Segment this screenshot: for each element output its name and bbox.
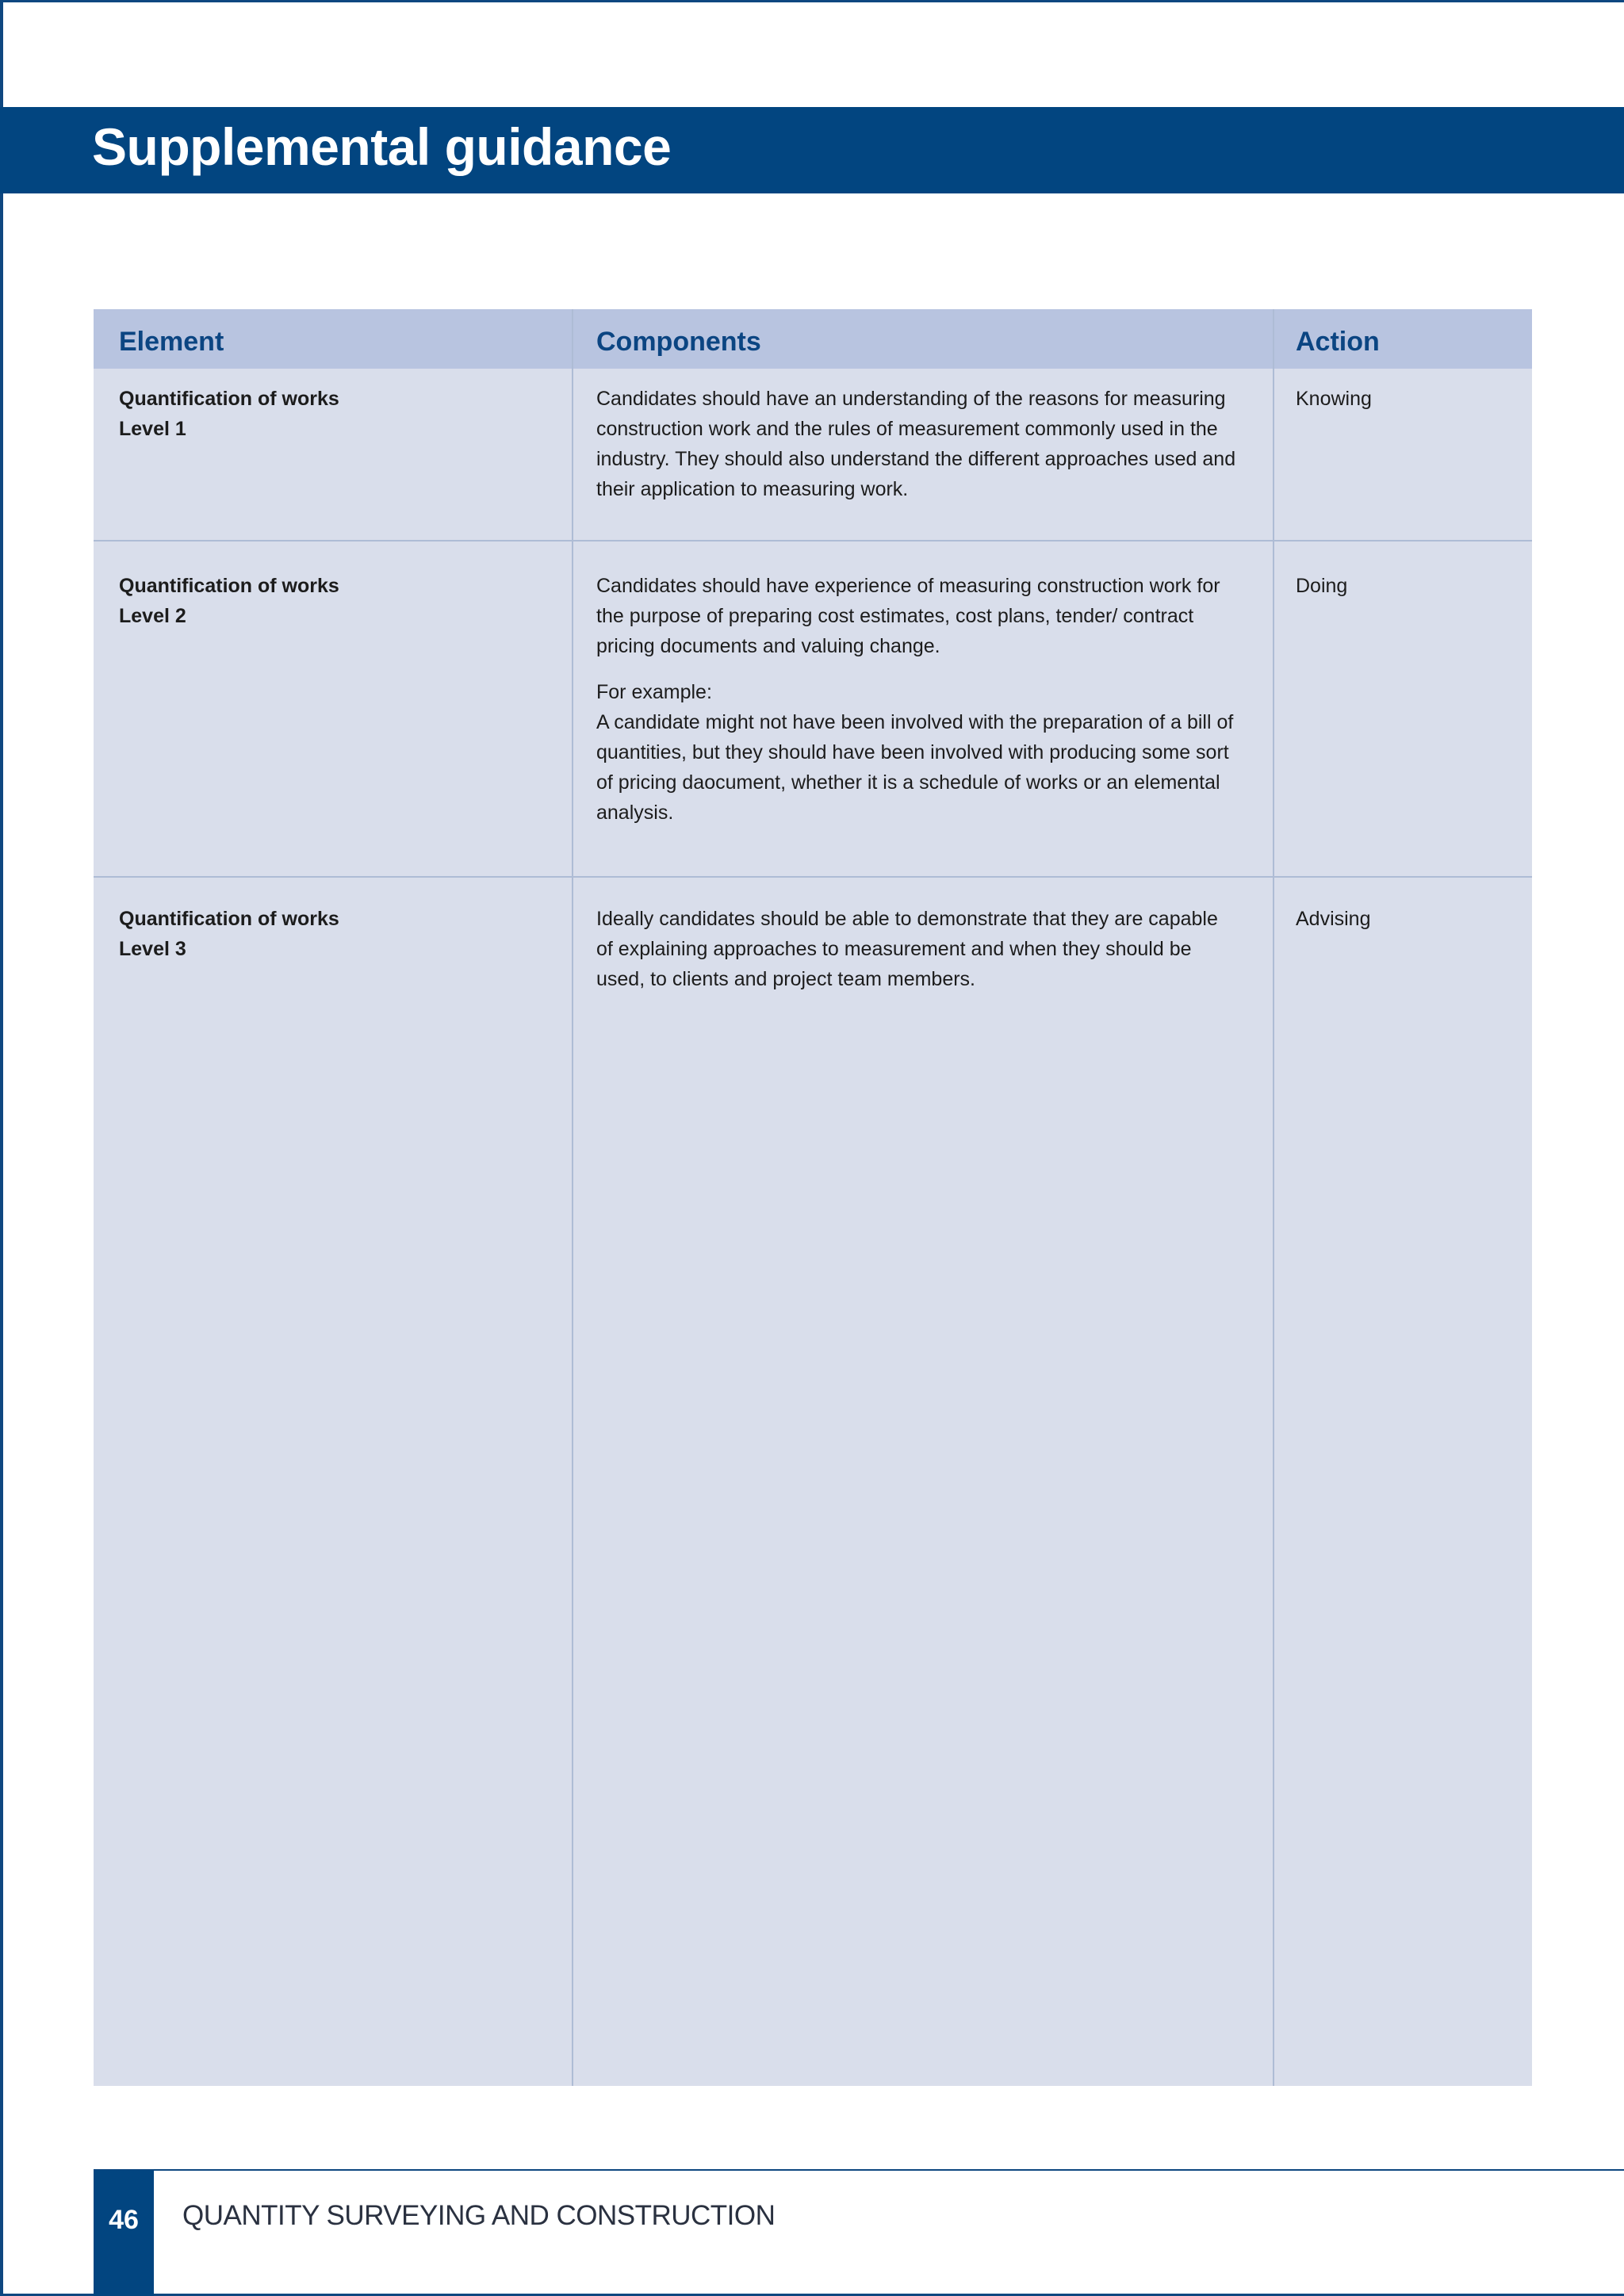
- table-row-1-components: [596, 384, 1239, 504]
- components-text: Candidates should have an understanding of the reasons for measuring construction work and the rules of measurement commonly used in the industry. They should also understand the different approaches used and their application to measuring work.: [596, 388, 1236, 500]
- components-text: Candidates should have experience of measuring construction work for the purpose of preparing cost estimates, cost plans, tender/ contract pricing documents and valuing change.: [596, 575, 1220, 657]
- footer-title: QUANTITY SURVEYING AND CONSTRUCTION: [182, 2200, 776, 2231]
- table-row-2-element: [119, 571, 339, 631]
- table-row-3-element: [119, 904, 339, 964]
- header-components: Components: [596, 327, 761, 357]
- element-name: Quantification of works: [119, 575, 339, 597]
- header-action: Action: [1296, 327, 1380, 357]
- table-row-2-components: [596, 571, 1239, 828]
- page-title: Supplemental guidance: [92, 117, 672, 176]
- components-text: Ideally candidates should be able to demonstrate that they are capable of explaining approaches to measurement and when they should be used, to clients and project team members.: [596, 908, 1218, 990]
- footer-rule: [94, 2169, 1624, 2171]
- element-level: Level 3: [119, 938, 186, 960]
- components-example-label: For example:: [596, 681, 712, 703]
- guidance-table: [94, 309, 1532, 2086]
- table-row-2-action: Doing: [1296, 575, 1348, 597]
- element-name: Quantification of works: [119, 908, 339, 930]
- components-example-text: A candidate might not have been involved with the preparation of a bill of quantities, but they should have been involved with producing some sort of pricing daocument, whether it is a schedule of works or an elemental analysis.: [596, 711, 1234, 824]
- table-row-3-action: Advising: [1296, 908, 1371, 930]
- row-divider: [94, 540, 1532, 541]
- table-row-1-element: [119, 384, 339, 444]
- header-element: Element: [119, 327, 224, 357]
- element-level: Level 2: [119, 605, 186, 627]
- table-row-3-components: [596, 904, 1239, 994]
- column-divider: [1273, 309, 1274, 2086]
- element-level: Level 1: [119, 418, 186, 440]
- page-number: 46: [94, 2170, 154, 2296]
- row-divider: [94, 876, 1532, 878]
- element-name: Quantification of works: [119, 388, 339, 410]
- column-divider: [572, 309, 573, 2086]
- table-row-1-action: Knowing: [1296, 388, 1372, 410]
